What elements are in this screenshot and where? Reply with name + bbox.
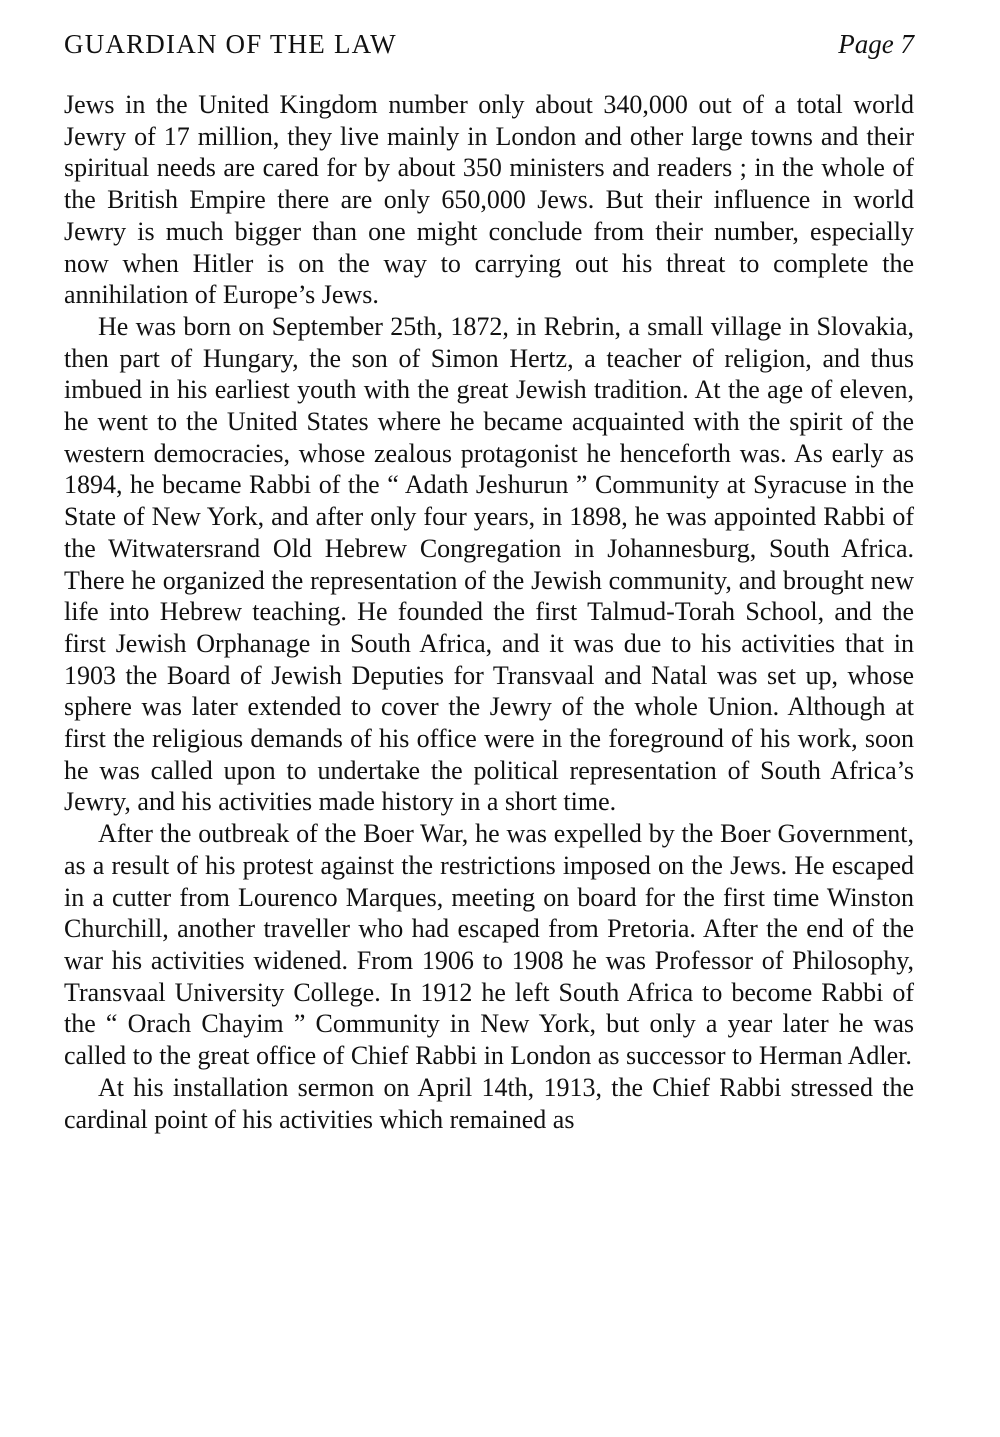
running-header bbox=[64, 26, 914, 62]
body-text bbox=[64, 89, 914, 1135]
paragraph-4: At his installation sermon on April 14th, 1913, the Chief Rabbi stressed the cardinal point of his activities which remained as bbox=[64, 1072, 914, 1134]
paragraph-1: Jews in the United Kingdom number only about 340,000 out of a total world Jewry of 17 million, they live mainly in London and other large towns and their spiritual needs are cared for by about 350 ministers and readers ; in the whole of the British Empire there are only 650,000 Jews. But their influence in world Jewry is much bigger than one might conclude from their number, especially now when Hitler is on the way to carrying out his threat to complete the annihilation of Europe’s Jews. bbox=[64, 90, 914, 310]
paragraph-3: After the outbreak of the Boer War, he was expelled by the Boer Government, as a result of his protest against the restrictions imposed on the Jews. He escaped in a cutter from Lourenco Marques, meeting on board for the first time Winston Churchill, another traveller who had escaped from Pretoria. After the end of the war his activities widened. From 1906 to 1908 he was Professor of Philosophy, Transvaal University College. In 1912 he left South Africa to become Rabbi of the “ Orach Chayim ” Community in New York, but only a year later he was called to the great office of Chief Rabbi in London as successor to Herman Adler. bbox=[64, 819, 914, 1071]
page-number: Page 7 bbox=[838, 29, 914, 59]
running-title: GUARDIAN OF THE LAW bbox=[64, 29, 397, 59]
paragraph-2: He was born on September 25th, 1872, in Rebrin, a small village in Slovakia, then part of Hungary, the son of Simon Hertz, a teacher of religion, and thus imbued in his earliest youth with the great Jewish tradition. At the age of eleven, he went to the United States where he became acquainted with the spirit of the western democracies, whose zealous protagonist he henceforth was. As early as 1894, he became Rabbi of the “ Adath Jeshurun ” Community at Syracuse in the State of New York, and after only four years, in 1898, he was appointed Rabbi of the Witwatersrand Old Hebrew Congregation in Johannesburg, South Africa. There he organized the representation of the Jewish community, and brought new life into Hebrew teaching. He founded the first Talmud-Torah School, and the first Jewish Orphanage in South Africa, and it was due to his activities that in 1903 the Board of Jewish Deputies for Transvaal and Natal was set up, whose sphere was later extended to cover the Jewry of the whole Union. Although at first the religious demands of his office were in the foreground of his work, soon he was called upon to undertake the political representation of South Africa’s Jewry, and his activities made history in a short time. bbox=[64, 311, 914, 817]
